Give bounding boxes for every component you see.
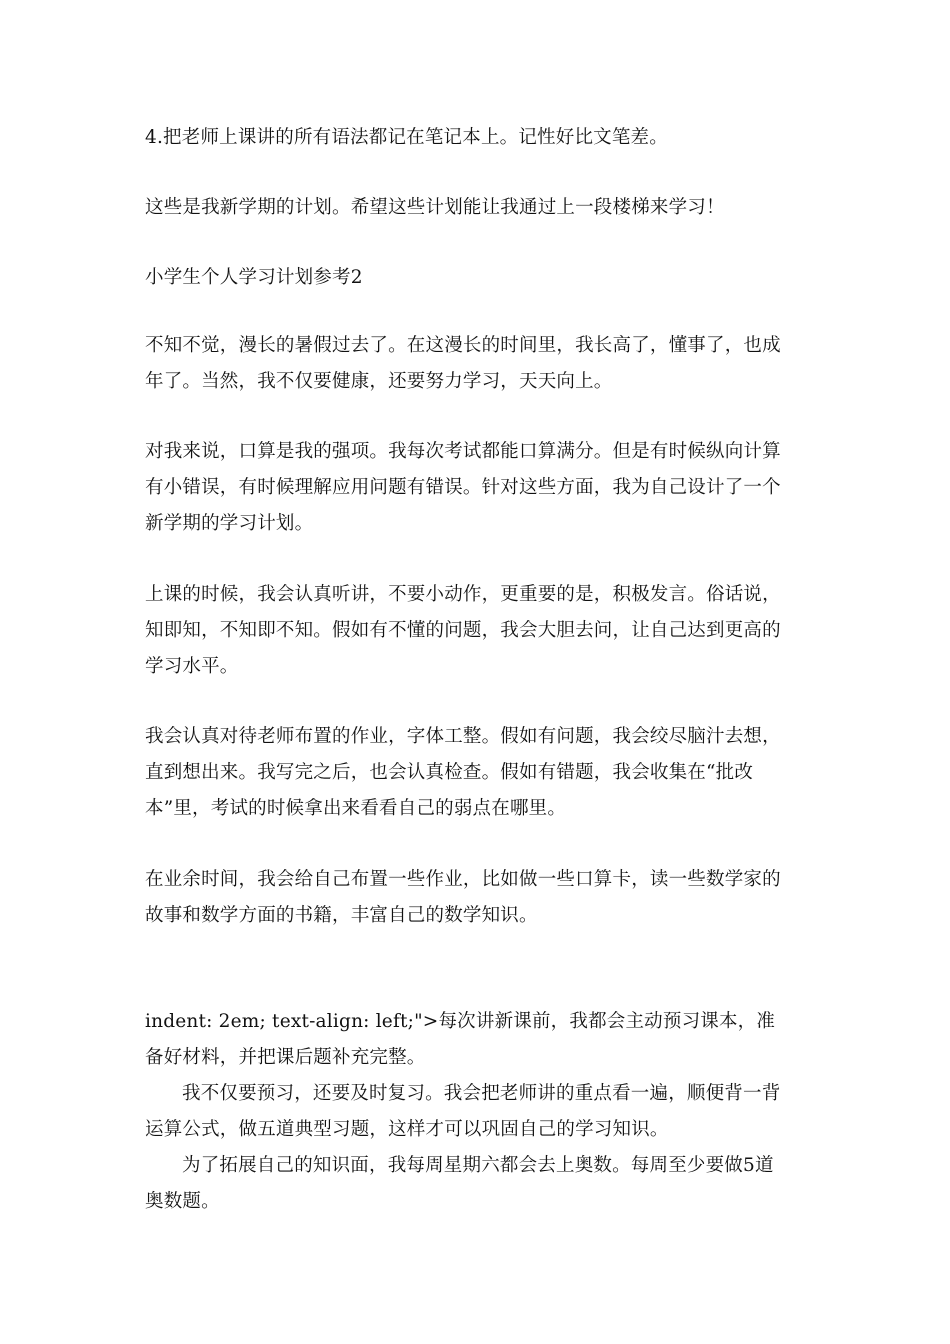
text-line-5: 年了。当然，我不仅要健康，还要努力学习，天天向上。 xyxy=(145,371,613,392)
text-line-20: 运算公式，做五道典型习题，这样才可以巩固自己的学习知识。 xyxy=(145,1119,669,1140)
text-line-9: 上课的时候，我会认真听讲，不要小动作，更重要的是，积极发言。俗话说， xyxy=(145,584,781,605)
text-line-1: 4.把老师上课讲的所有语法都记在笔记本上。记性好比文笔差。 xyxy=(145,127,668,148)
text-line-19: 我不仅要预习，还要及时复习。我会把老师讲的重点看一遍，顺便背一背 xyxy=(182,1083,781,1104)
text-line-11: 学习水平。 xyxy=(145,656,239,677)
text-line-10: 知即知，不知即不知。假如有不懂的问题，我会大胆去问，让自己达到更高的 xyxy=(145,620,781,641)
text-line-15: 在业余时间，我会给自己布置一些作业，比如做一些口算卡，读一些数学家的 xyxy=(145,869,781,890)
text-line-17: indent: 2em; text-align: left;">每次讲新课前，我都会主动预习课本，准 xyxy=(145,1011,776,1032)
section-heading: 小学生个人学习计划参考2 xyxy=(145,267,363,288)
text-line-14: 本”里，考试的时候拿出来看看自己的弱点在哪里。 xyxy=(145,798,567,819)
text-line-7: 有小错误，有时候理解应用问题有错误。针对这些方面，我为自己设计了一个 xyxy=(145,477,781,498)
text-line-6: 对我来说，口算是我的强项。我每次考试都能口算满分。但是有时候纵向计算 xyxy=(145,441,781,462)
text-line-2: 这些是我新学期的计划。希望这些计划能让我通过上一段楼梯来学习！ xyxy=(145,197,725,218)
text-line-13: 直到想出来。我写完之后，也会认真检查。假如有错题，我会收集在“批改 xyxy=(145,762,754,783)
text-line-21: 为了拓展自己的知识面，我每周星期六都会去上奥数。每周至少要做5道 xyxy=(182,1155,774,1176)
text-line-4: 不知不觉，漫长的暑假过去了。在这漫长的时间里，我长高了，懂事了，也成 xyxy=(145,335,781,356)
text-line-18: 备好材料，并把课后题补充完整。 xyxy=(145,1047,426,1068)
text-line-22: 奥数题。 xyxy=(145,1191,220,1212)
text-line-8: 新学期的学习计划。 xyxy=(145,513,314,534)
text-line-12: 我会认真对待老师布置的作业，字体工整。假如有问题，我会绞尽脑汁去想， xyxy=(145,726,781,747)
text-line-16: 故事和数学方面的书籍，丰富自己的数学知识。 xyxy=(145,905,538,926)
